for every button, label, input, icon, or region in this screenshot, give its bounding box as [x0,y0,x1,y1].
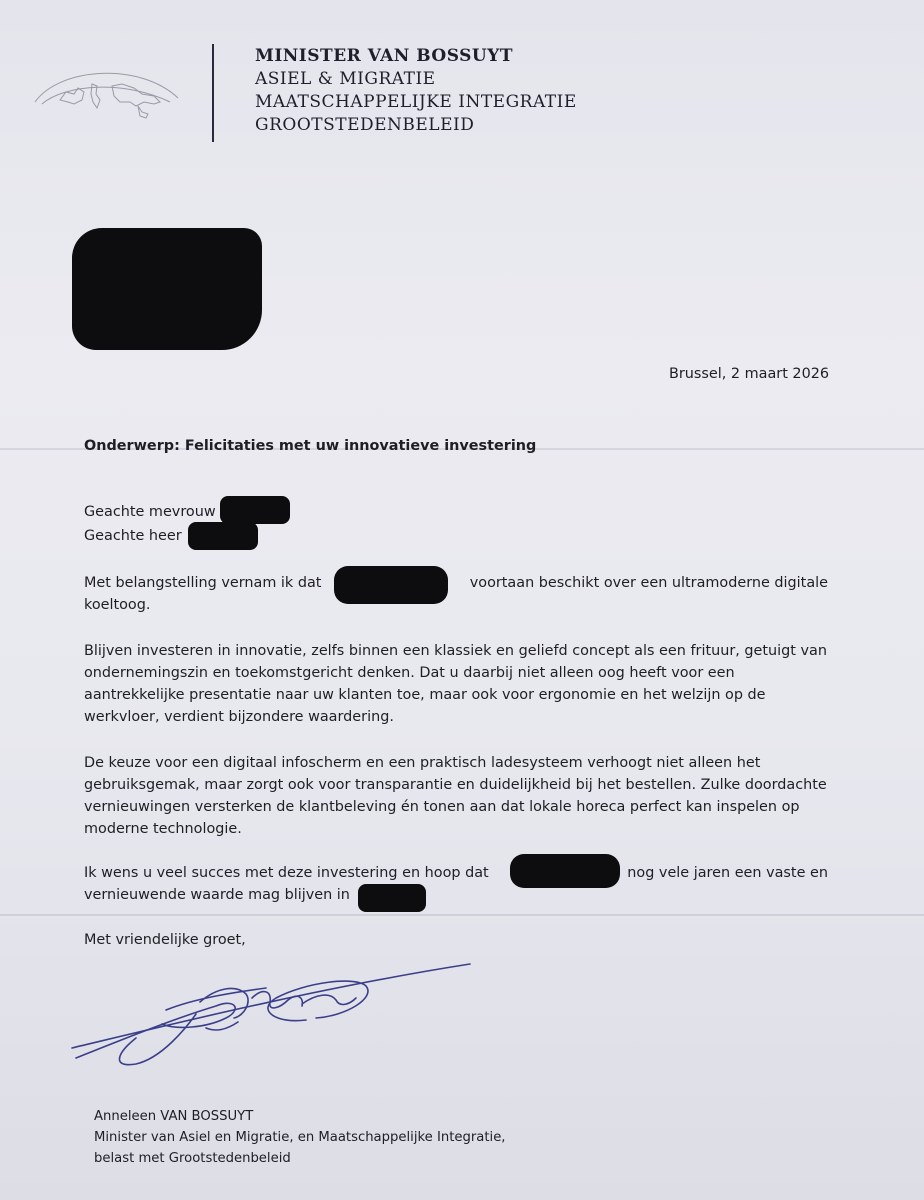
redacted-name-1 [220,496,290,524]
letterhead-portfolio-3: GROOTSTEDENBELEID [255,115,475,135]
salutation-2: Geachte heer [84,528,182,544]
globe-icon [30,62,180,126]
closing: Met vriendelijke groet, [84,932,246,948]
letter-subject: Onderwerp: Felicitaties met uw innovatieve investering [84,438,537,454]
letterhead [255,45,577,137]
salutation-1: Geachte mevrouw [84,504,216,520]
redacted-business-name-2 [510,854,620,888]
signer-name: Anneleen VAN BOSSUYT [94,1109,254,1124]
paragraph-2: Blijven investeren in innovatie, zelfs binnen een klassiek en geliefd concept als een frituur, getuigt van ondernemingszin en toekomstgericht denken. Dat u daarbij niet alleen oog heeft voor een aantrekkelijke presentatie naar uw klanten toe, maar ook voor ergonomie en het welzijn op de werkvloer, verdient bijzondere waardering. [84,643,827,725]
signer-title-2: belast met Grootstedenbeleid [94,1151,291,1166]
handwritten-signature [66,958,486,1094]
signer-block [94,1106,506,1169]
letterhead-portfolio-2: MAATSCHAPPELIJKE INTEGRATIE [255,92,577,112]
redacted-address [72,228,262,350]
paragraph-4: Ik wens u veel succes met deze investering en hoop dat nog vele jaren een vaste en vernieuwende waarde mag blijven in [84,865,828,903]
letterhead-portfolio-1: ASIEL & MIGRATIE [255,69,436,89]
paper-fold [0,914,924,916]
paragraph-1: Met belangstelling vernam ik dat voortaan beschikt over een ultramoderne digitale koeltoog. [84,575,828,613]
redacted-name-2 [188,522,258,550]
letterhead-divider [212,44,214,142]
redacted-city [358,884,426,912]
letterhead-minister: MINISTER VAN BOSSUYT [255,46,513,66]
paragraph-3: De keuze voor een digitaal infoscherm en een praktisch ladesysteem verhoogt niet alleen het gebruiksgemak, maar zorgt ook voor transparantie en duidelijkheid bij het bestellen. Zulke doordachte vernieuwingen versterken de klantbeleving én tonen aan dat lokale horeca perfect kan inspelen op moderne technologie. [84,755,827,837]
redacted-business-name [334,566,448,604]
letter-date: Brussel, 2 maart 2026 [669,366,830,382]
signer-title-1: Minister van Asiel en Migratie, en Maatschappelijke Integratie, [94,1130,506,1145]
